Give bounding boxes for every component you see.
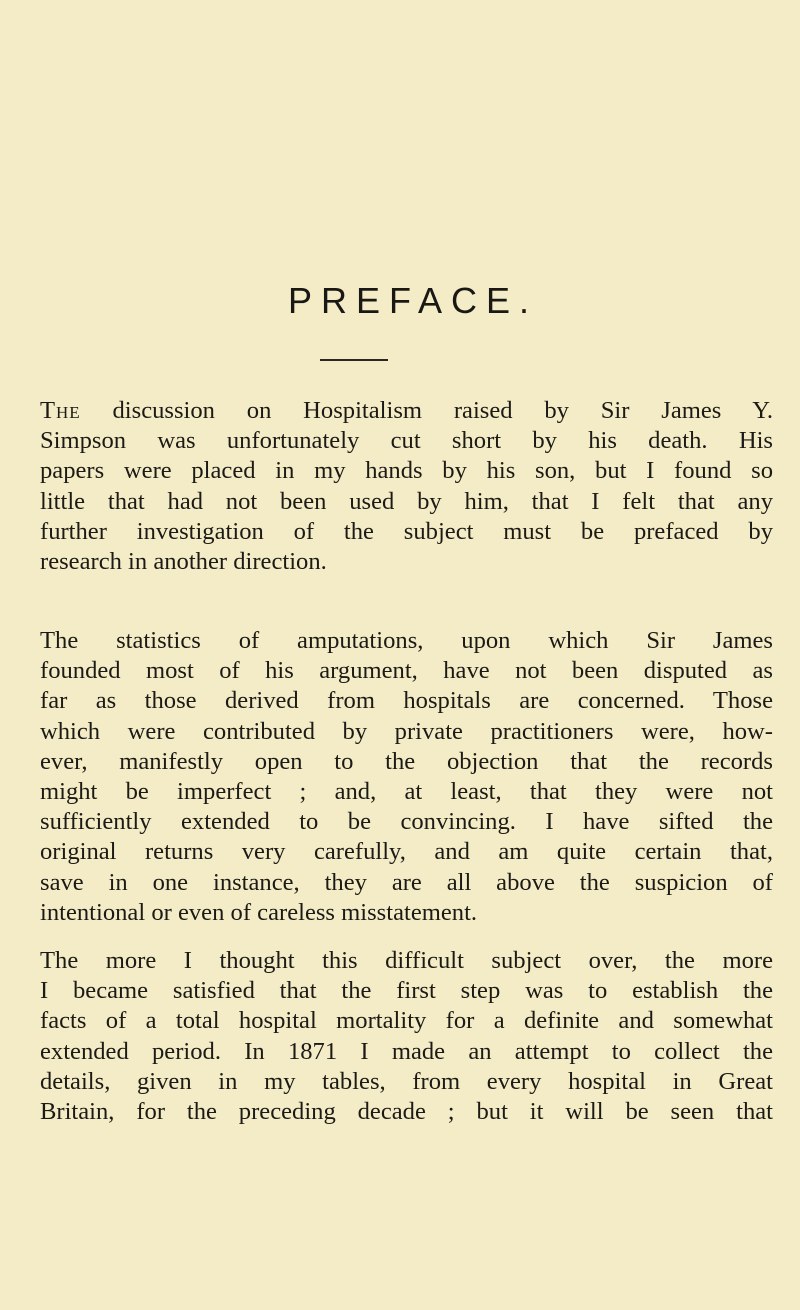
text-line: save in one instance, they are all above the suspicion of (40, 868, 773, 896)
text-line: details, given in my tables, from every hospital in Great (40, 1067, 773, 1095)
paragraph-3 (40, 946, 773, 1127)
text-line: Britain, for the preceding decade ; but it will be seen that (40, 1098, 773, 1126)
page-title: PREFACE. (287, 280, 539, 321)
text-line: papers were placed in my hands by his son, but I found so (40, 457, 773, 485)
text-line: far as those derived from hospitals are concerned. Those (40, 687, 773, 715)
lead-word: The (40, 397, 81, 424)
text-line: The discussion on Hospitalism raised by Sir James Y. (40, 397, 773, 424)
text-line: Simpson was unfortunately cut short by his death. His (40, 427, 773, 455)
title-rule (320, 359, 388, 361)
text-line: which were contributed by private practitioners were, how- (40, 717, 773, 745)
text-line: sufficiently extended to be convincing. I have sifted the (40, 808, 773, 836)
text-line: research in another direction. (40, 548, 327, 576)
text-line: I became satisfied that the first step was to establish the (40, 977, 773, 1005)
text-line: might be imperfect ; and, at least, that they were not (40, 778, 773, 806)
text-line: ever, manifestly open to the objection that the records (40, 747, 773, 775)
text-line: little that had not been used by him, that I felt that any (40, 487, 773, 515)
text-line: intentional or even of careless misstatement. (40, 898, 478, 926)
text-line: further investigation of the subject must be prefaced by (40, 517, 773, 545)
text-line: The statistics of amputations, upon which Sir James (40, 627, 773, 654)
text-line: facts of a total hospital mortality for a definite and somewhat (40, 1007, 773, 1035)
paragraph-2 (40, 626, 773, 928)
text-line: The more I thought this difficult subject over, the more (40, 947, 773, 974)
text-line: original returns very carefully, and am quite certain that, (40, 838, 773, 866)
text-line: founded most of his argument, have not been disputed as (40, 657, 773, 685)
paragraph-1 (40, 396, 773, 577)
text-line: extended period. In 1871 I made an attempt to collect the (40, 1037, 773, 1065)
